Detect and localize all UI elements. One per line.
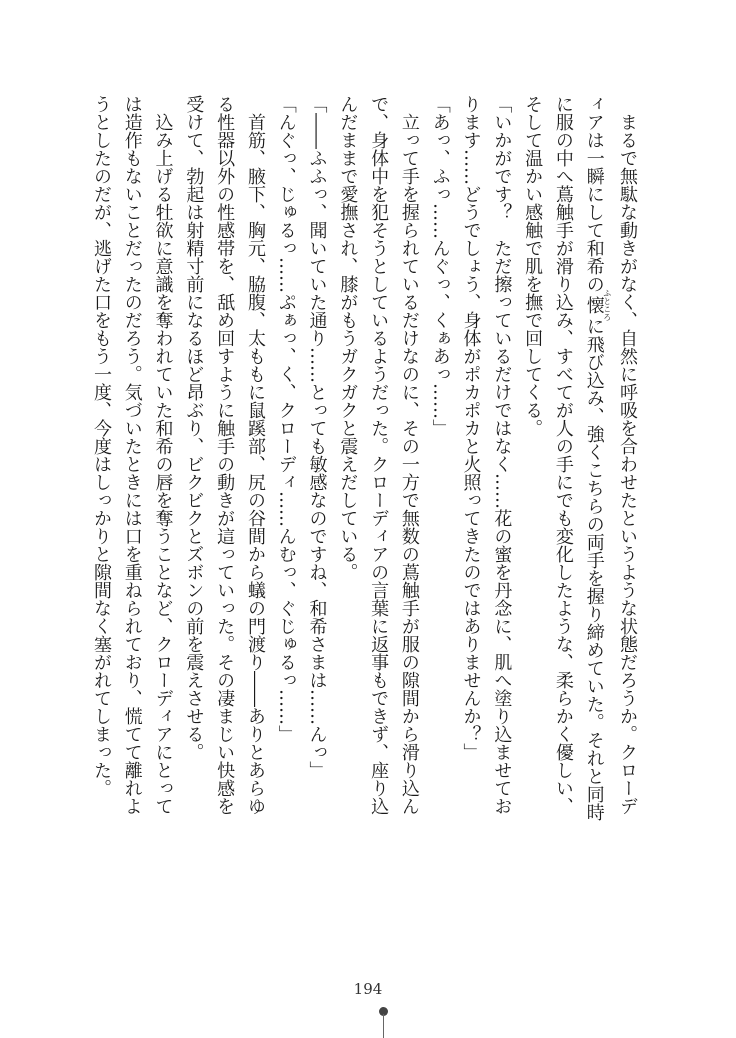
text-segment: ィアは一瞬にして和希の — [583, 95, 605, 293]
text-line: 受けて、勃起は射精寸前になるほど昂ぶり、ビクビクとズボンの前を震えさせる。 — [183, 95, 205, 761]
text-line: 立って手を握られているだけなのに、その一方で無数の蔦触手が服の隙間から滑り込ん — [398, 95, 420, 815]
text-line-with-ruby — [578, 95, 611, 825]
text-line: んだままで愛撫され、膝がもうガクガクと震えだしている。 — [337, 95, 359, 581]
page-ornament-line — [383, 1014, 384, 1038]
ruby-annotation — [583, 289, 612, 321]
ruby-base: 懐 — [583, 289, 605, 321]
text-line: うとしたのだが、逃げた口をもう一度、今度はしっかりと隙間なく塞がれてしまった。 — [90, 95, 112, 797]
text-line: 「あっ、ふっ……んぐっ、くぁあっ……」 — [429, 95, 451, 437]
text-line: ります……どうでしょう、身体がポカポカと火照ってきたのではありませんか？」 — [460, 95, 482, 761]
text-line: は造作もないことだったのだろう。気づいたときには口を重ねられており、慌てて離れよ — [121, 95, 143, 815]
text-line: まるで無駄な動きがなく、自然に呼吸を合わせたというような状態だろうか。クローデ — [617, 95, 638, 815]
text-line: 「――ふふっ、聞いていた通り……とっても敏感なのですね、和希さまは……んっ」 — [306, 95, 328, 779]
page-number: 194 — [353, 980, 383, 998]
text-segment: に飛び込み、強くこちらの両手を握り締めていた。それと同時 — [583, 317, 605, 821]
text-line: 込み上げる牡欲に意識を奪われていた和希の唇を奪うことなど、クローディアにとって — [152, 95, 174, 815]
novel-body-text — [86, 95, 642, 825]
text-line: そして温かい感触で肌を撫で回してくる。 — [522, 95, 544, 437]
text-line: る性器以外の性感帯を、舐め回すように触手の動きが這っていった。その凄まじい快感を — [214, 95, 236, 815]
text-line: 「んぐっ、じゅるっ……ぷぁっ、く、クローディ……んむっ、ぐじゅるっ……」 — [275, 95, 297, 743]
text-line: に服の中へ蔦触手が滑り込み、すべてが人の手にでも変化したような、柔らかく優しい、 — [552, 95, 574, 815]
text-line: 「いかがです？ ただ擦っているだけではなく……花の蜜を丹念に、肌へ塗り込ませてお — [491, 95, 513, 815]
ruby-reading: ふところ — [602, 289, 612, 321]
text-line: 首筋、腋下、胸元、脇腹、太ももに鼠蹊部、尻の谷間から蟻の門渡り――ありとあらゆ — [244, 95, 266, 815]
text-line: で、身体中を犯そうとしているようだった。クローディアの言葉に返事もできず、座り込 — [368, 95, 390, 815]
